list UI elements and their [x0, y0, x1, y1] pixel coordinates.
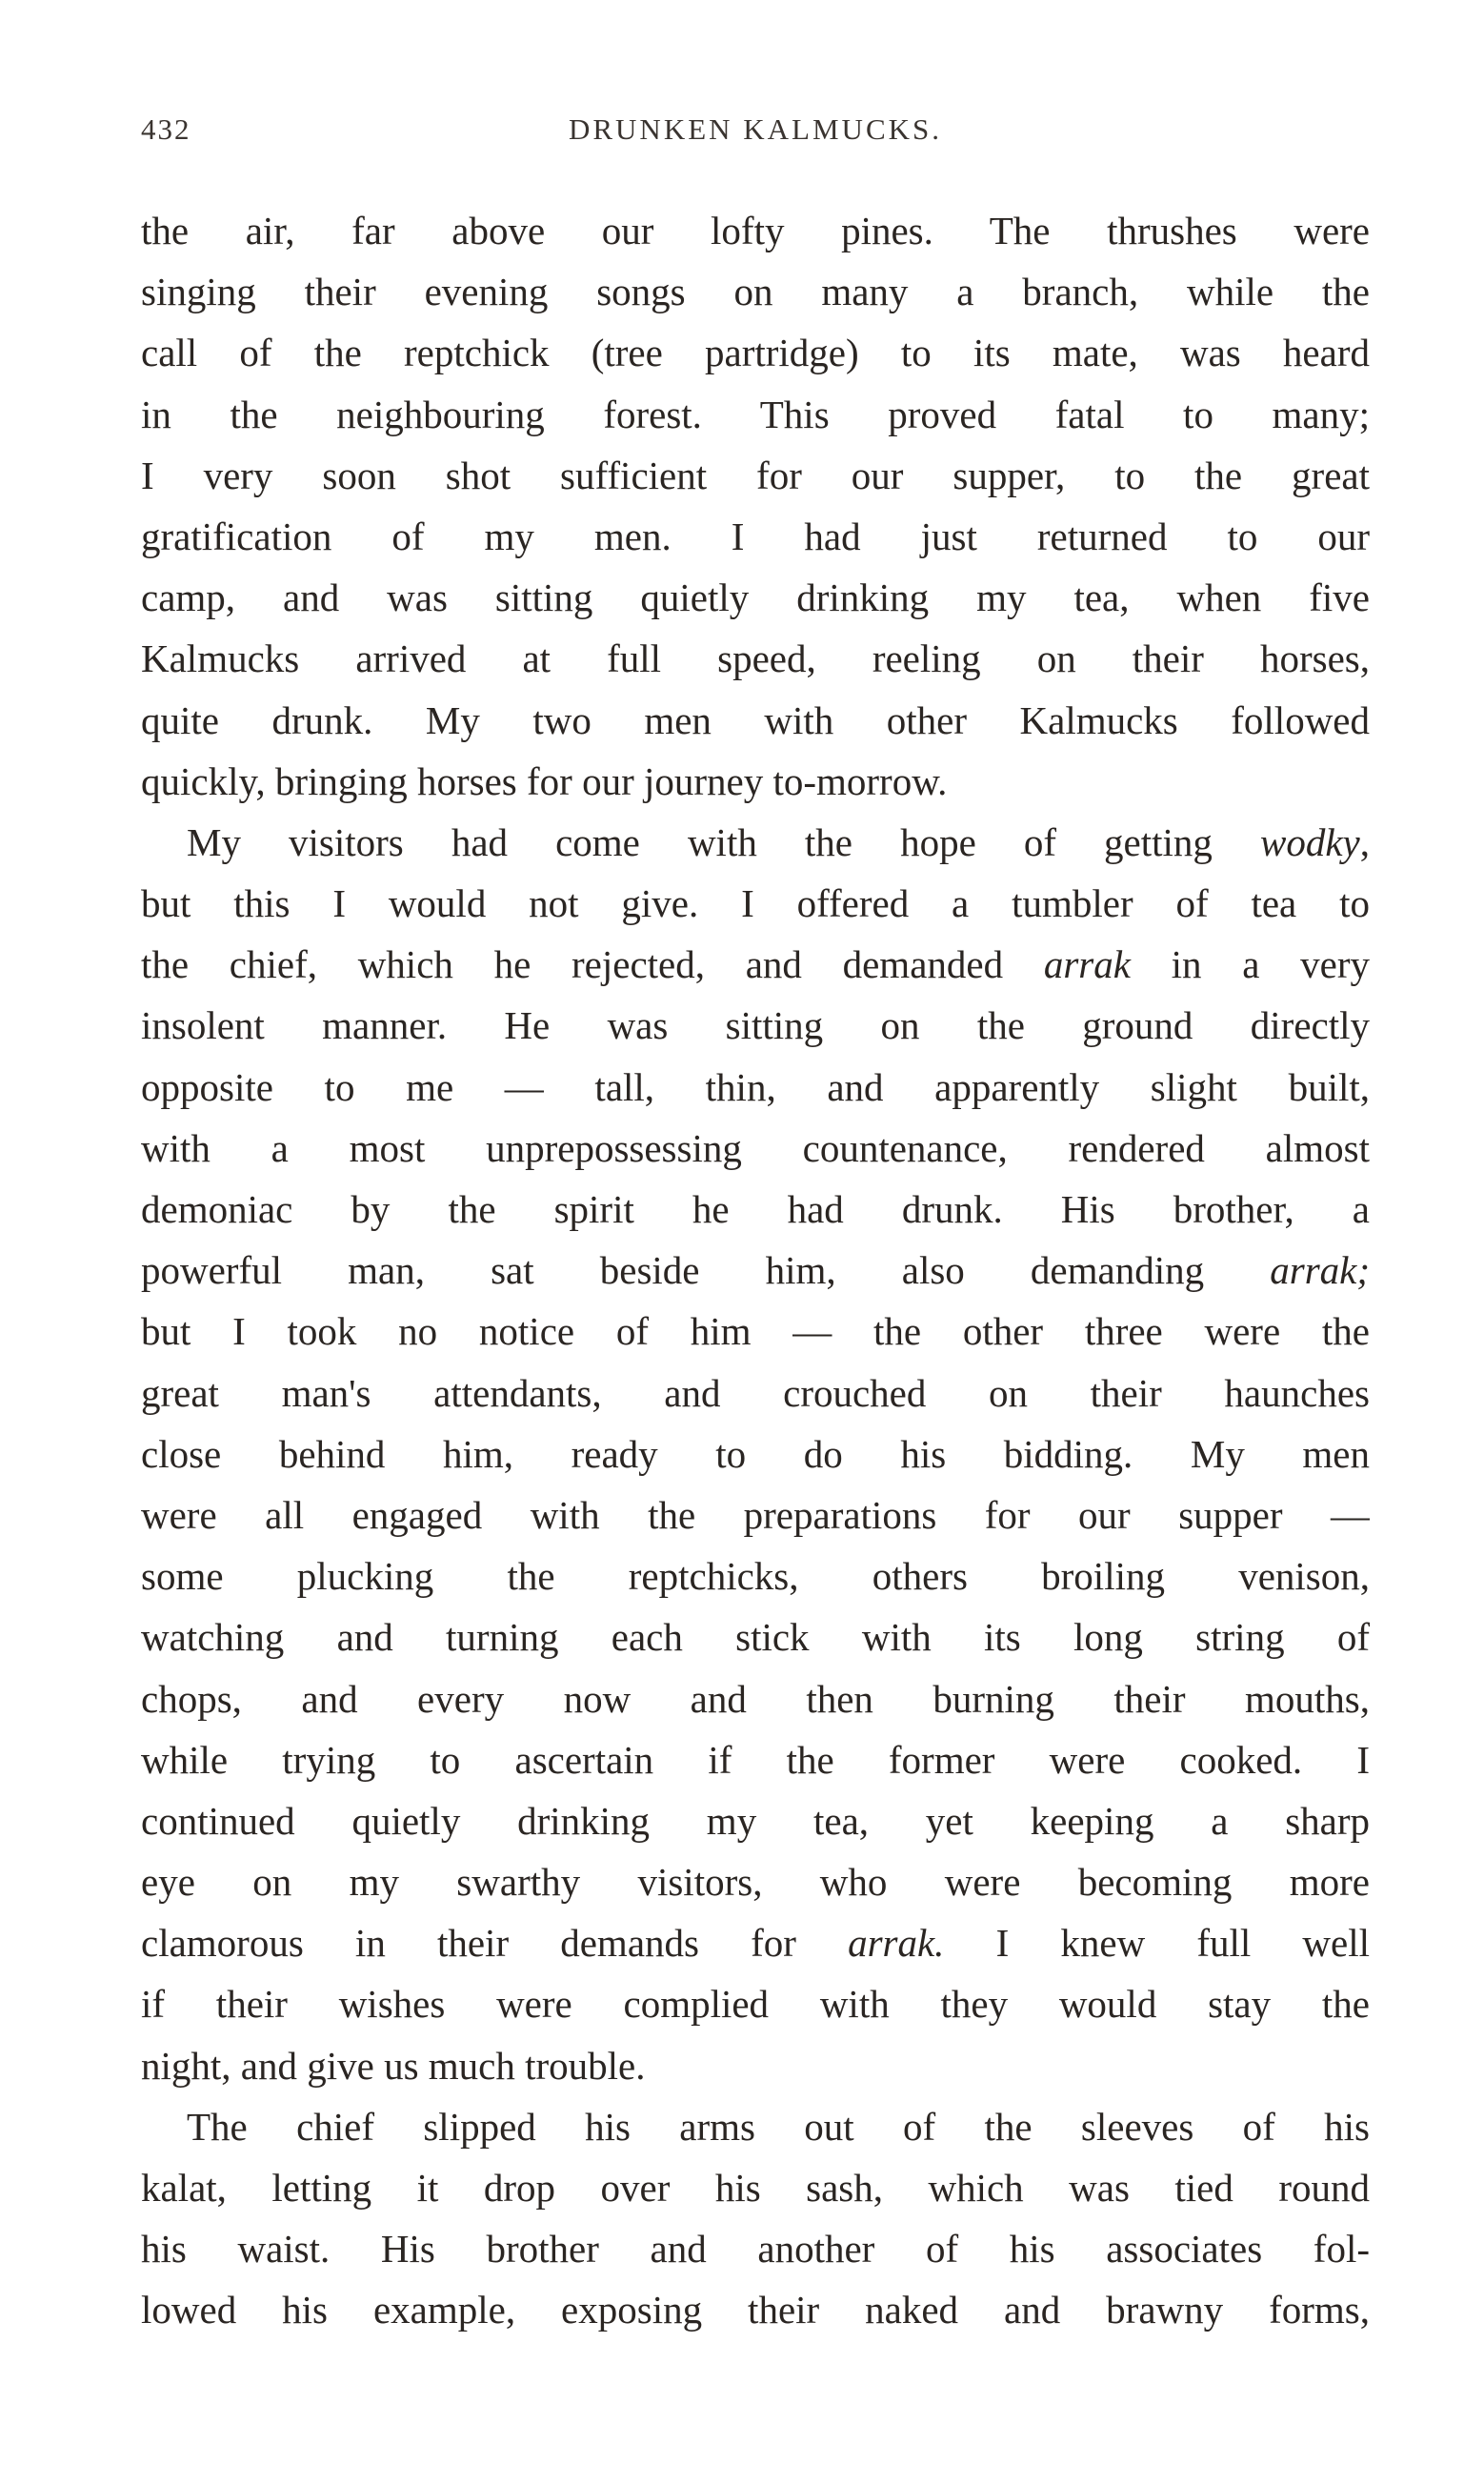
text-segment: , [1359, 819, 1370, 864]
text-line [141, 873, 1370, 934]
text-line [141, 628, 1370, 689]
text-segment: My visitors had come with the hope of getting [187, 819, 1260, 864]
text-line [141, 751, 1370, 812]
text-line [141, 1973, 1370, 2034]
text-line [141, 1668, 1370, 1729]
text-segment: were all engaged with the preparations for our supper — [141, 1492, 1370, 1537]
text-segment: with a most unprepossessing countenance, rendered almost [141, 1125, 1370, 1170]
text-segment: insolent manner. He was sitting on the ground directly [141, 1003, 1370, 1048]
text-segment: powerful man, sat beside him, also demanding [141, 1248, 1271, 1293]
text-line [141, 1363, 1370, 1424]
text-segment: in the neighbouring forest. This proved fatal to many; [141, 392, 1370, 436]
text-segment: I knew full well [944, 1921, 1370, 1966]
text-line [141, 1240, 1370, 1301]
text-segment: clamorous in their demands for [141, 1921, 849, 1966]
text-line [141, 1057, 1370, 1118]
text-segment: opposite to me — tall, thin, and apparently slight built, [141, 1064, 1370, 1109]
text-line [141, 567, 1370, 628]
text-segment: continued quietly drinking my tea, yet keeping a sharp [141, 1798, 1370, 1843]
text-line [141, 934, 1370, 995]
text-segment: great man's attendants, and crouched on their haunches [141, 1370, 1370, 1415]
text-segment: chops, and every now and then burning their mouths, [141, 1676, 1370, 1721]
text-line [141, 506, 1370, 567]
italic-word: arrak [1043, 942, 1131, 987]
text-segment: watching and turning each stick with its long string of [141, 1615, 1370, 1660]
text-line [141, 2279, 1370, 2340]
text-segment: camp, and was sitting quietly drinking my tea, when five [141, 576, 1370, 620]
italic-word: wodky [1260, 819, 1360, 864]
text-line [141, 995, 1370, 1056]
text-segment: but I took no notice of him — the other three were the [141, 1309, 1370, 1354]
text-line [141, 1545, 1370, 1606]
text-segment: in a very [1130, 942, 1370, 987]
text-line [141, 1424, 1370, 1484]
text-segment: I very soon shot sufficient for our supper, to the great [141, 453, 1370, 497]
text-line [141, 1301, 1370, 1362]
text-segment: the air, far above our lofty pines. The thrushes were [141, 209, 1370, 252]
text-line [141, 1851, 1370, 1912]
text-segment: gratification of my men. I had just returned to our [141, 514, 1370, 558]
text-segment: while trying to ascertain if the former were cooked. I [141, 1737, 1370, 1782]
text-segment: quickly, bringing horses for our journey to-morrow. [141, 758, 948, 803]
page-number: 432 [141, 112, 191, 146]
text-segment: but this I would not give. I offered a tumbler of tea to [141, 881, 1370, 926]
italic-word: arrak. [848, 1921, 945, 1966]
text-segment: lowed his example, exposing their naked and brawny forms, [141, 2288, 1370, 2333]
text-line [141, 2218, 1370, 2279]
text-line [141, 1912, 1370, 1973]
text-line [141, 1729, 1370, 1790]
text-line [141, 322, 1370, 383]
text-line [141, 1790, 1370, 1851]
text-line [141, 1484, 1370, 1545]
text-segment: singing their evening songs on many a branch, while the [141, 270, 1370, 314]
text-line [141, 1179, 1370, 1240]
text-segment: Kalmucks arrived at full speed, reeling on their horses, [141, 636, 1370, 681]
running-head [141, 112, 1370, 160]
text-segment: demoniac by the spirit he had drunk. His brother, a [141, 1187, 1370, 1231]
text-segment: night, and give us much trouble. [141, 2043, 646, 2088]
text-line [141, 200, 1370, 261]
text-segment: call of the reptchick (tree partridge) to its mate, was heard [141, 331, 1370, 375]
text-line [141, 261, 1370, 322]
text-segment: kalat, letting it drop over his sash, which was tied round [141, 2166, 1370, 2210]
running-title: DRUNKEN KALMUCKS. [568, 112, 942, 146]
text-segment: The chief slipped his arms out of the sleeves of his [187, 2104, 1370, 2149]
text-line [141, 445, 1370, 506]
text-segment: quite drunk. My two men with other Kalmucks followed [141, 697, 1370, 742]
text-segment: close behind him, ready to do his bidding. My men [141, 1431, 1370, 1476]
text-line [141, 2096, 1370, 2157]
text-segment: eye on my swarthy visitors, who were becoming more [141, 1860, 1370, 1905]
text-line [141, 1118, 1370, 1179]
text-line [141, 812, 1370, 873]
text-segment: the chief, which he rejected, and demanded [141, 942, 1044, 987]
text-segment: some plucking the reptchicks, others broiling venison, [141, 1554, 1370, 1599]
text-line [141, 1606, 1370, 1667]
body-text [141, 200, 1370, 2341]
text-line [141, 2035, 1370, 2096]
italic-word: arrak; [1270, 1248, 1370, 1293]
text-segment: if their wishes were complied with they would stay the [141, 1982, 1370, 2027]
text-line [141, 690, 1370, 751]
text-line [141, 384, 1370, 445]
text-segment: his waist. His brother and another of his associates fol- [141, 2227, 1370, 2272]
text-line [141, 2157, 1370, 2218]
